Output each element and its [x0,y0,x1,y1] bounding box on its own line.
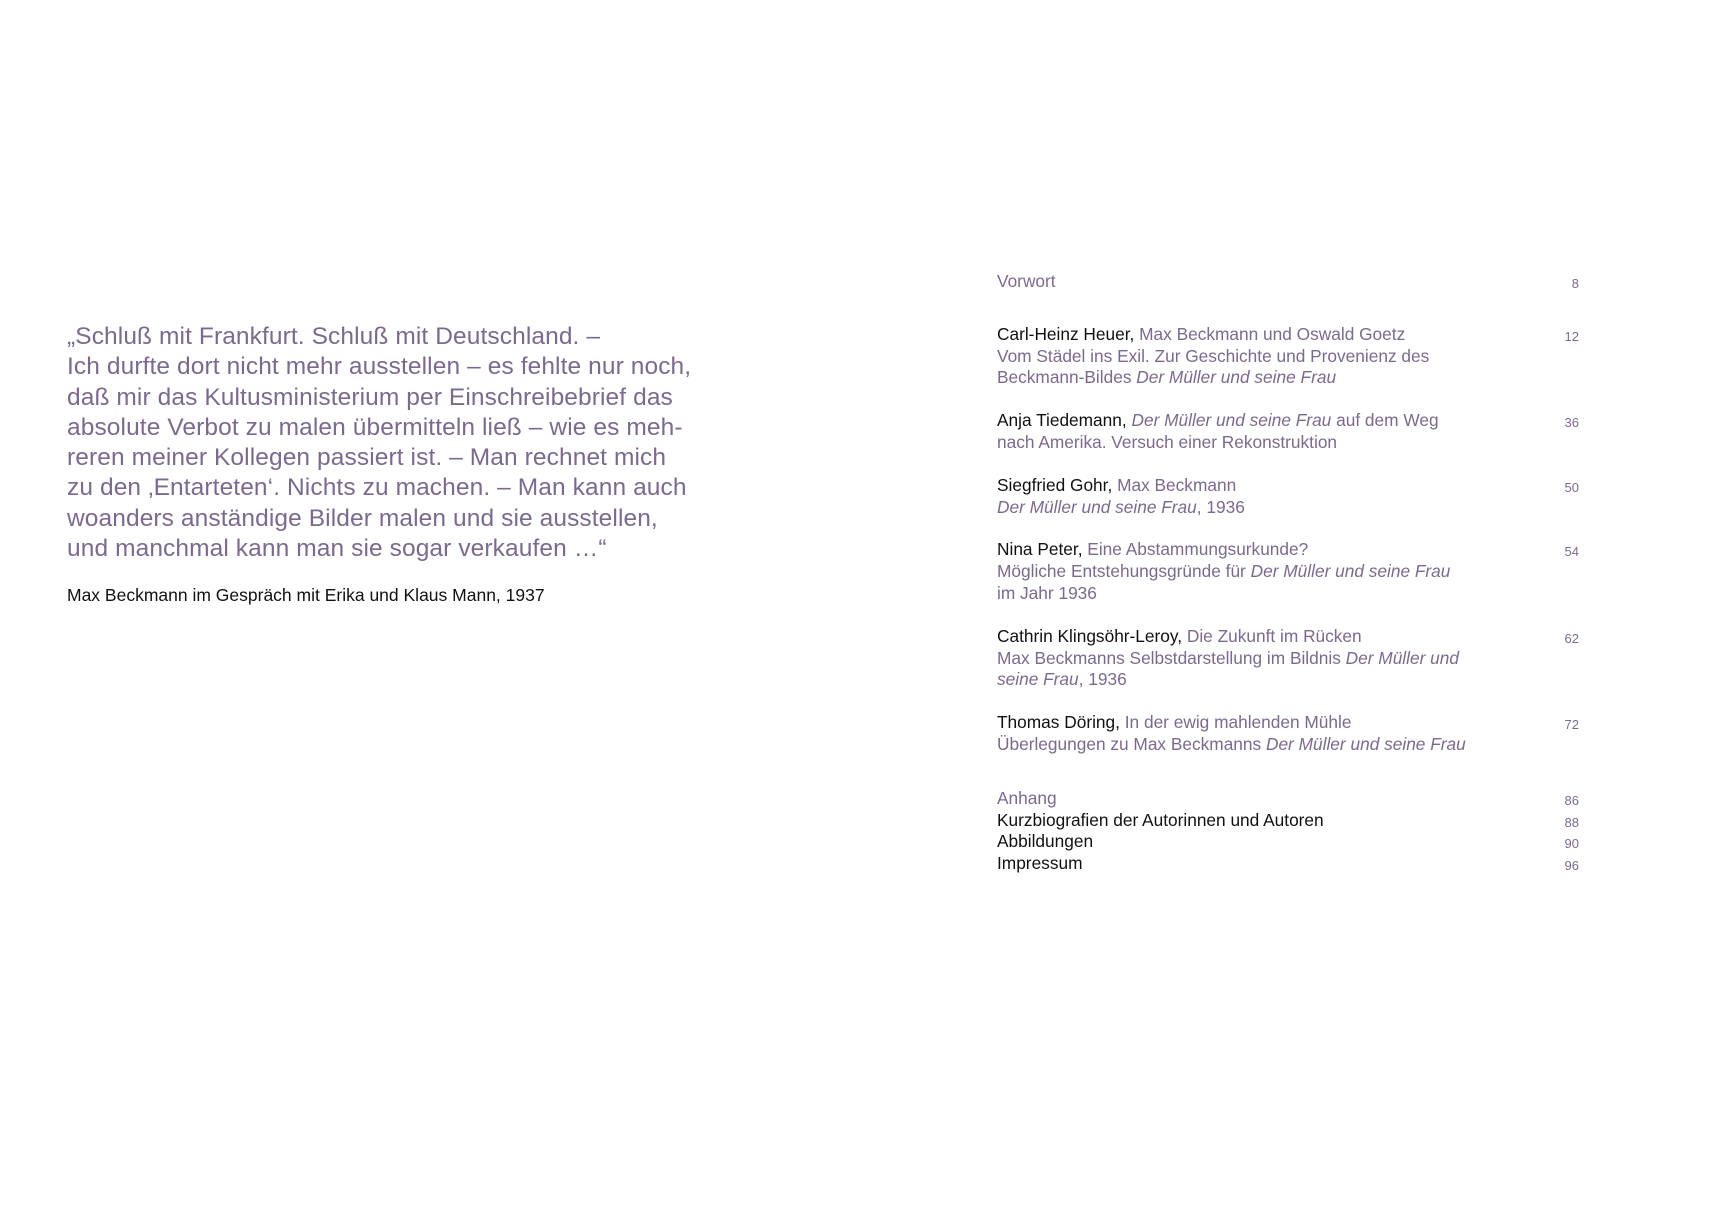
toc-subtitle: Vom Städel ins Exil. Zur Geschichte und Provenienz des [997,345,1430,366]
toc-author: Carl-Heinz Heuer, [997,323,1135,344]
toc-entry-title: Vorwort [997,271,1056,291]
toc-entry-appendix-item[interactable] [997,810,1579,832]
toc-subtitle: , 1936 [1078,669,1127,690]
quote-text [67,322,747,564]
toc-artwork-title: Der Müller und seine Frau [1265,733,1466,754]
toc-entry-essay[interactable] [997,626,1579,691]
quote-line: reren meiner Kollegen passiert ist. – Man rechnet mich [67,444,667,472]
quote-source: Max Beckmann im Gespräch mit Erika und Klaus Mann, 1937 [67,585,545,606]
toc-author: Thomas Döring, [997,712,1120,733]
toc-artwork-title: Der Müller und seine Frau [997,496,1197,517]
quote-line: woanders anständige Bilder malen und sie ausstellen, [67,504,658,532]
toc-page-number: 86 [1564,792,1579,808]
toc-page-number: 36 [1564,415,1579,431]
toc-page-number: 90 [1564,836,1579,852]
toc-subtitle: Mögliche Entstehungsgründe für [997,561,1251,582]
toc-entry-essay[interactable] [997,324,1579,389]
quote-line: „Schluß mit Frankfurt. Schluß mit Deutschland. – [67,323,601,350]
quote-line: zu den ‚Entarteten‘. Nichts zu machen. – Man kann auch [67,474,687,502]
toc-subtitle: Beckmann-Bildes [997,367,1137,388]
toc-subtitle: Überlegungen zu Max Beckmanns [997,733,1266,754]
toc-entry-appendix-item[interactable] [997,853,1579,875]
toc-page-number: 54 [1564,544,1579,560]
toc-entry-essay[interactable] [997,712,1579,756]
toc-page-number: 96 [1564,858,1579,874]
quote-line: absolute Verbot zu malen übermitteln ließ – wie es meh- [67,413,683,441]
toc-artwork-title: Der Müller und seine Frau [1250,561,1451,582]
toc-subtitle: im Jahr 1936 [997,582,1097,603]
toc-subtitle: nach Amerika. Versuch einer Rekonstruktion [997,431,1338,452]
toc-title: Max Beckmann und Oswald Goetz [1134,323,1406,344]
toc-page-number: 12 [1564,328,1579,344]
toc-entry-appendix-item[interactable] [997,831,1579,853]
toc-author: Cathrin Klingsöhr-Leroy, [997,625,1183,646]
toc-author: Siegfried Gohr, [997,474,1113,495]
toc-entry-title: Kurzbiografien der Autorinnen und Autoren [997,809,1324,830]
toc-entry-title: Abbildungen [997,831,1094,852]
quote-line: und manchmal kann man sie sogar verkaufen …“ [67,535,607,563]
toc-artwork-title: seine Frau [997,669,1079,690]
quote-line: daß mir das Kultusministerium per Einschreibebrief das [67,383,673,411]
toc-entry-essay[interactable] [997,410,1579,454]
toc-page-number: 88 [1564,814,1579,830]
toc-artwork-title: Der Müller und seine Frau [1136,367,1337,388]
toc-page-number: 8 [1571,276,1579,291]
table-of-contents [997,271,1579,875]
toc-title: In der ewig mahlenden Mühle [1119,712,1352,733]
toc-author: Anja Tiedemann, [997,410,1127,431]
toc-title: auf dem Weg [1331,410,1439,431]
quote-block [67,322,747,607]
toc-artwork-title: Der Müller und [1345,647,1459,668]
toc-title: Max Beckmann [1112,474,1237,495]
toc-entry-appendix[interactable] [997,788,1579,810]
toc-subtitle: , 1936 [1196,496,1245,517]
toc-entry-essay[interactable] [997,475,1579,519]
toc-title: Die Zukunft im Rücken [1182,625,1362,646]
toc-author: Nina Peter, [997,539,1083,560]
toc-artwork-title: Der Müller und seine Frau [1126,410,1332,431]
toc-page-number: 50 [1564,479,1579,495]
toc-page-number: 72 [1564,717,1579,733]
toc-entry-essay[interactable] [997,539,1579,604]
toc-entry-title: Impressum [997,853,1083,874]
toc-entry-vorwort[interactable] [997,271,1579,293]
toc-subtitle: Max Beckmanns Selbstdarstellung im Bildnis [997,647,1346,668]
toc-entry-title: Anhang [997,787,1057,808]
quote-line: Ich durfte dort nicht mehr ausstellen – es fehlte nur noch, [67,353,692,381]
toc-page-number: 62 [1564,630,1579,646]
toc-title: Eine Abstammungsurkunde? [1082,539,1309,560]
